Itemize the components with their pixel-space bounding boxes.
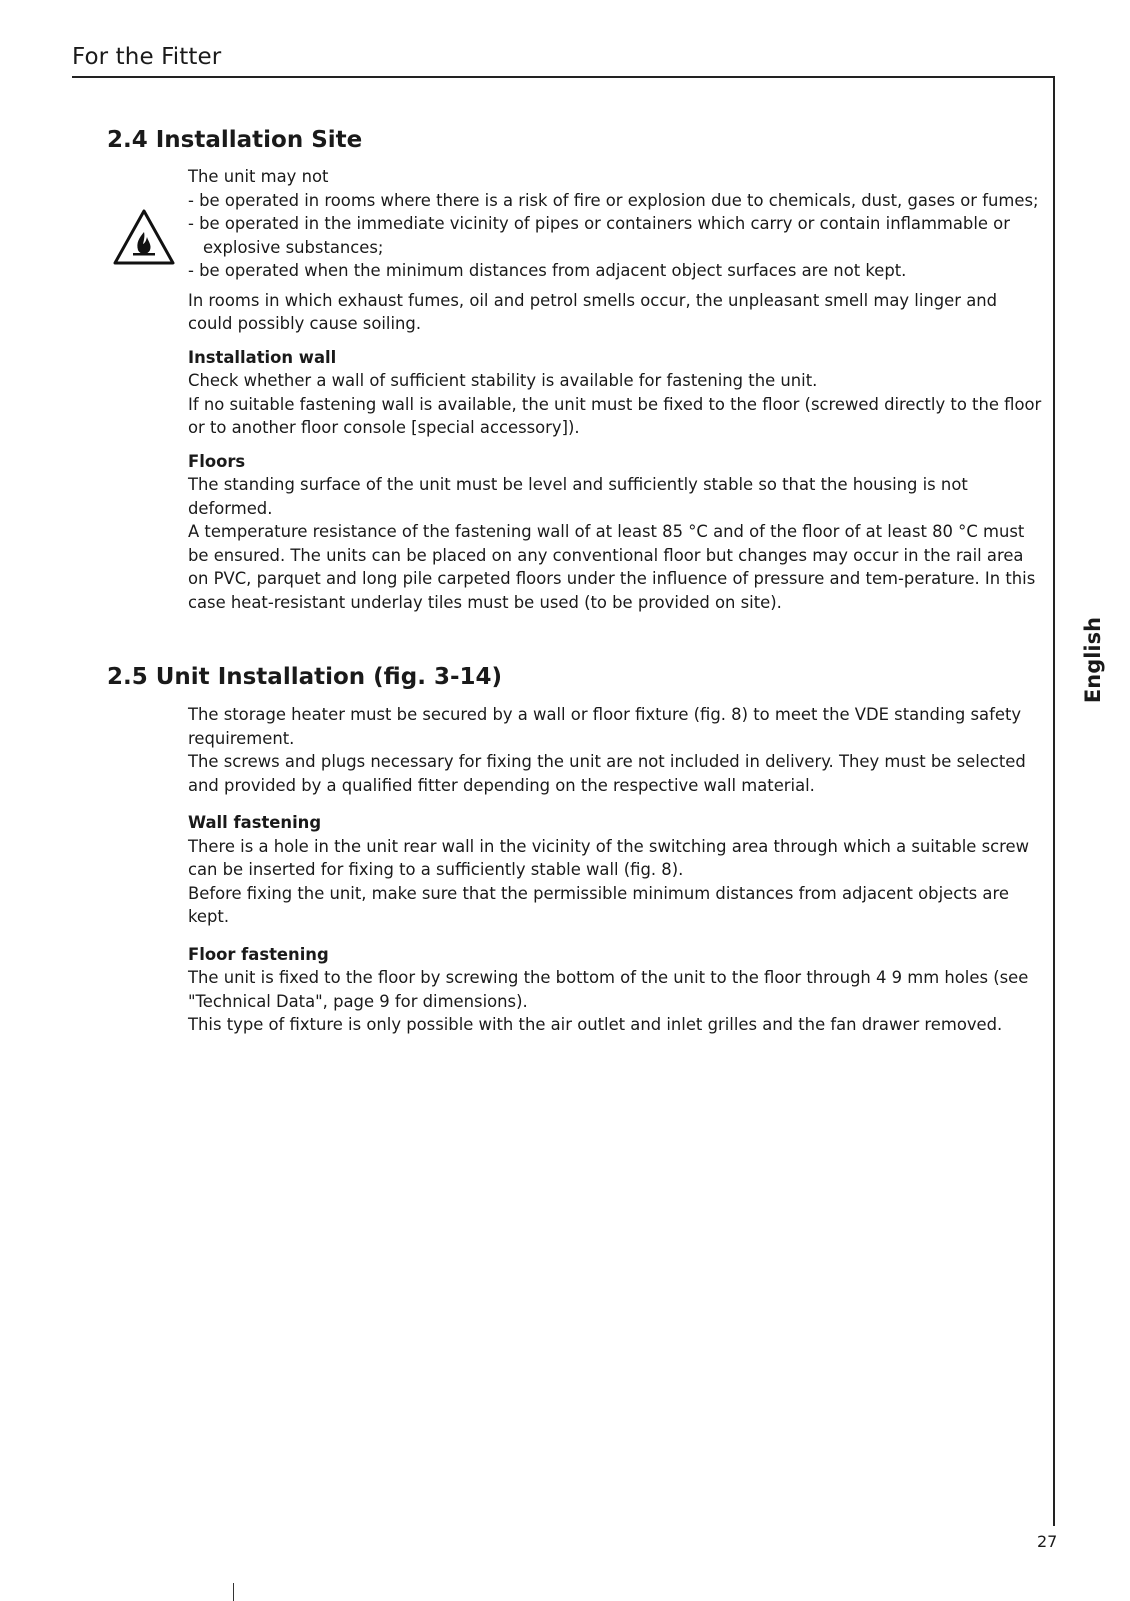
unit-installation-body	[188, 703, 1043, 1037]
paragraph: There is a hole in the unit rear wall in the vicinity of the switching area through which a suitable screw can be inserted for fixing to a sufficiently stable wall (fig. 8).	[188, 836, 1029, 879]
page-number: 27	[1037, 1532, 1058, 1551]
installation-site-body	[188, 165, 1043, 614]
language-label: English	[1081, 616, 1105, 704]
paragraph: Before fixing the unit, make sure that the permissible minimum distances from adjacent objects are kept.	[188, 883, 1009, 926]
fire-warning-icon	[112, 208, 176, 266]
floors-subheading: Floors	[188, 451, 246, 471]
intro-text: The unit may not	[188, 167, 329, 186]
paragraph: The storage heater must be secured by a wall or floor fixture (fig. 8) to meet the VDE standing safety requirement.	[188, 705, 1022, 748]
page-header: For the Fitter	[72, 44, 222, 70]
paragraph: The unit is fixed to the floor by screwing the bottom of the unit to the floor through 4 9 mm holes (see "Technical Data", page 9 for dimensions).	[188, 968, 1029, 1011]
floor-fastening-subheading: Floor fastening	[188, 944, 329, 964]
rooms-paragraph: In rooms in which exhaust fumes, oil and petrol smells occur, the unpleasant smell may linger and could possibly cause soiling.	[188, 290, 998, 333]
list-item: - be operated when the minimum distances from adjacent object surfaces are not kept.	[188, 261, 907, 280]
section-heading-unit-installation: 2.5 Unit Installation (fig. 3-14)	[107, 664, 503, 690]
language-side-tab	[1073, 600, 1113, 720]
installation-wall-subheading: Installation wall	[188, 347, 337, 367]
header-rule	[72, 76, 1054, 78]
paragraph: The screws and plugs necessary for fixing the unit are not included in delivery. They must be selected and provided by a qualified fitter depending on the respective wall material.	[188, 752, 1026, 795]
paragraph: This type of fixture is only possible with the air outlet and inlet grilles and the fan drawer removed.	[188, 1015, 1003, 1034]
section-heading-installation-site: 2.4 Installation Site	[107, 127, 363, 153]
wall-fastening-subheading: Wall fastening	[188, 813, 322, 832]
paragraph: A temperature resistance of the fastening wall of at least 85 °C and of the floor of at least 80 °C must be ensured. The units can be placed on any conventional floor but changes may occur in the rail area on PVC, parquet and long pile carpeted floors under the influence of pressure and tem-perature. In this case heat-resistant underlay tiles must be used (to be provided on site).	[188, 522, 1036, 612]
margin-rule	[1053, 76, 1055, 1526]
scan-mark	[233, 1583, 234, 1601]
list-item: - be operated in rooms where there is a risk of fire or explosion due to chemicals, dust, gases or fumes;	[188, 190, 1039, 210]
list-item: - be operated in the immediate vicinity of pipes or containers which carry or contain inflammable or explosive substances;	[188, 214, 1010, 257]
paragraph: If no suitable fastening wall is available, the unit must be fixed to the floor (screwed directly to the floor or to another floor console [special accessory]).	[188, 394, 1042, 437]
paragraph: The standing surface of the unit must be level and sufficiently stable so that the housing is not deformed.	[188, 475, 968, 518]
paragraph: Check whether a wall of sufficient stability is available for fastening the unit.	[188, 371, 818, 390]
